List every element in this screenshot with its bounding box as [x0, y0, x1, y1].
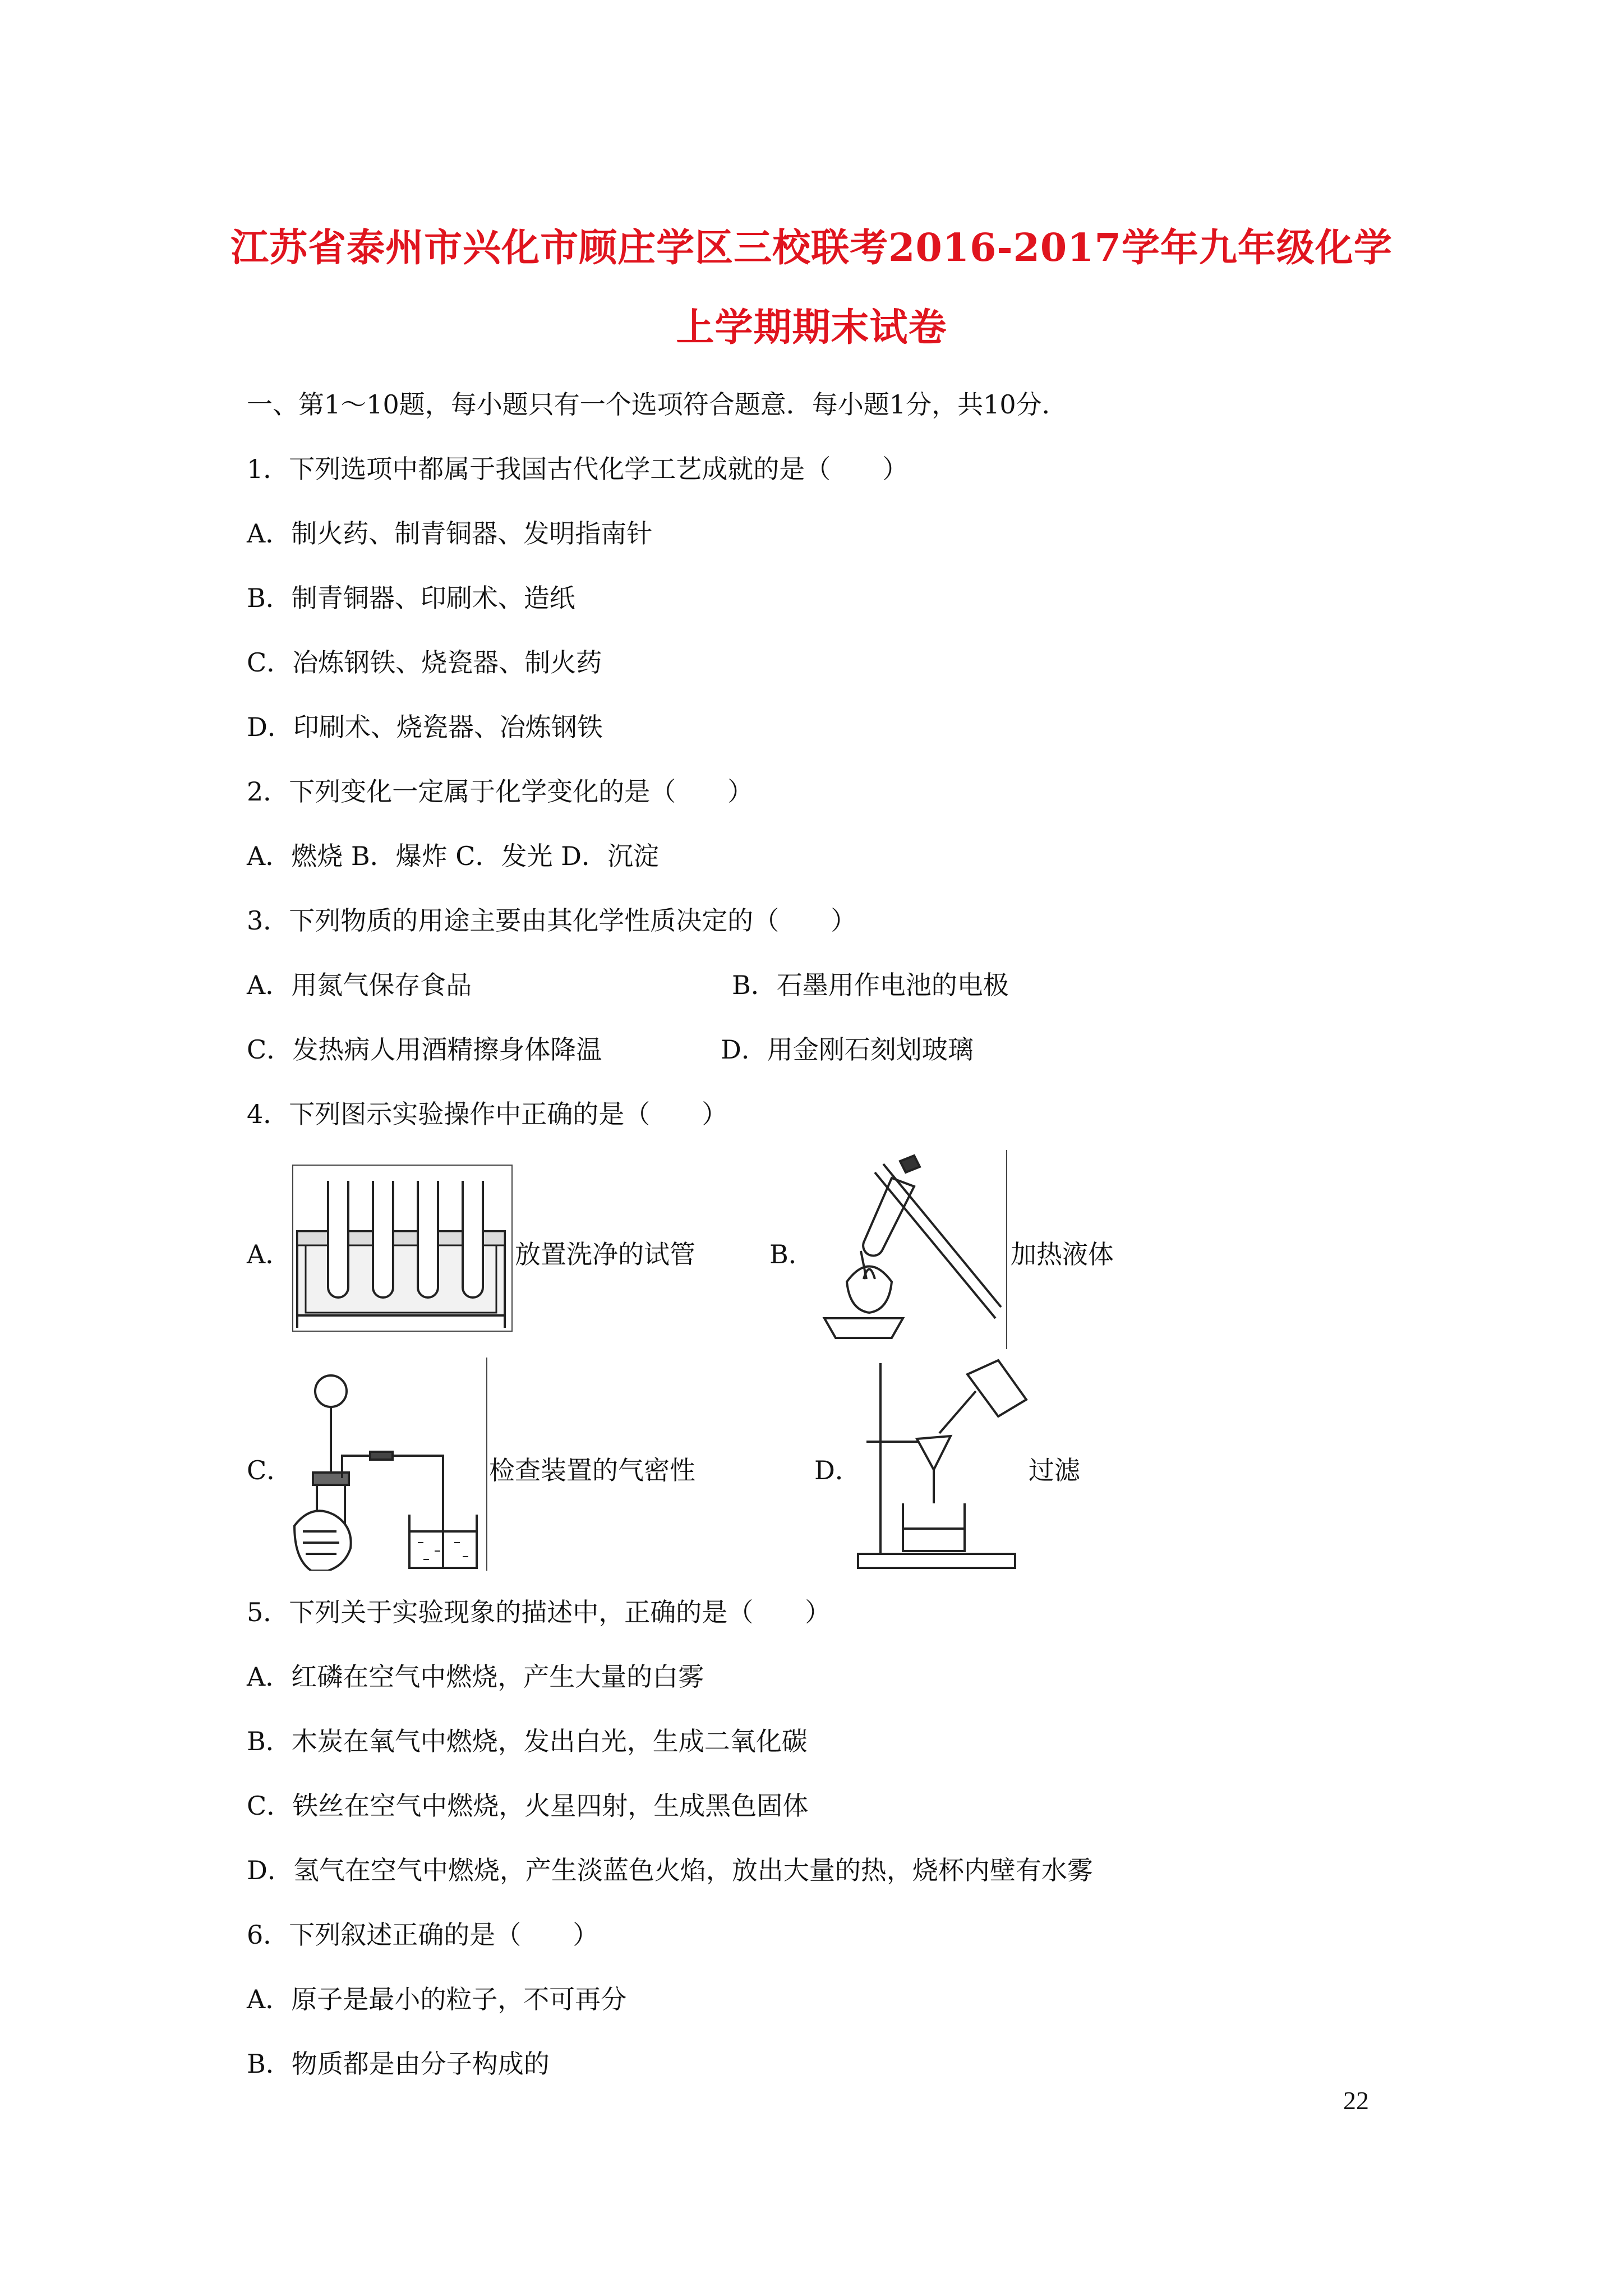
question-4-option-c-letter: C．: [247, 1455, 293, 1485]
question-1-option-d: D．印刷术、烧瓷器、冶炼钢铁: [247, 712, 603, 742]
question-4-option-a-letter: A．: [247, 1239, 292, 1269]
question-4-option-b-letter: B．: [769, 1239, 814, 1269]
question-2-options: A．燃烧 B．爆炸 C．发光 D．沉淀: [247, 841, 659, 871]
section-heading: 一、第1～10题，每小题只有一个选项符合题意．每小题1分，共10分．: [247, 389, 1068, 420]
question-4-option-d-caption: 过滤: [1029, 1455, 1080, 1485]
question-3-stem: 3．下列物质的用途主要由其化学性质决定的（ ）: [247, 905, 857, 936]
question-4-option-a-caption: 放置洗净的试管: [515, 1239, 695, 1269]
airtightness-check-icon: [292, 1358, 488, 1571]
question-6-stem: 6．下列叙述正确的是（ ）: [247, 1920, 599, 1950]
question-3-option-d: D．用金刚石刻划玻璃: [721, 1034, 974, 1065]
question-3-option-b: B．石墨用作电池的电极: [732, 970, 1009, 1000]
question-5-option-a: A．红磷在空气中燃烧，产生大量的白雾: [247, 1662, 704, 1692]
question-4-stem: 4．下列图示实验操作中正确的是（ ）: [247, 1099, 728, 1129]
question-5-option-d: D．氢气在空气中燃烧，产生淡蓝色火焰，放出大量的热，烧杯内壁有水雾: [247, 1855, 1093, 1885]
title-line-2: 上学期期末试卷: [676, 305, 947, 350]
filtration-icon: [855, 1358, 1032, 1573]
question-5-option-b: B．木炭在氧气中燃烧，发出白光，生成二氧化碳: [247, 1726, 808, 1756]
question-4-option-c-caption: 检查装置的气密性: [489, 1455, 695, 1485]
question-4-option-b-caption: 加热液体: [1011, 1239, 1114, 1269]
question-3-option-a: A．用氮气保存食品: [247, 970, 472, 1000]
page-number: 22: [1343, 2086, 1369, 2115]
question-4-option-d-letter: D．: [814, 1455, 861, 1485]
question-3-option-c: C．发热病人用酒精擦身体降温: [247, 1034, 602, 1065]
question-2-stem: 2．下列变化一定属于化学变化的是（ ）: [247, 776, 754, 807]
question-6-option-b: B．物质都是由分子构成的: [247, 2049, 550, 2079]
test-tube-rack-icon: [292, 1164, 513, 1332]
question-1-option-a: A．制火药、制青铜器、发明指南针: [247, 518, 653, 549]
question-1-option-c: C．冶炼钢铁、烧瓷器、制火药: [247, 647, 602, 678]
heating-liquid-icon: [808, 1150, 1009, 1349]
question-6-option-a: A．原子是最小的粒子，不可再分: [247, 1984, 627, 2014]
question-1-option-b: B．制青铜器、印刷术、造纸: [247, 583, 575, 613]
question-5-option-c: C．铁丝在空气中燃烧，火星四射，生成黑色固体: [247, 1791, 809, 1821]
question-5-stem: 5．下列关于实验现象的描述中，正确的是（ ）: [247, 1597, 831, 1627]
title-line-1: 江苏省泰州市兴化市顾庄学区三校联考2016-2017学年九年级化学: [230, 226, 1393, 270]
question-1-stem: 1．下列选项中都属于我国古代化学工艺成就的是（ ）: [247, 454, 909, 484]
